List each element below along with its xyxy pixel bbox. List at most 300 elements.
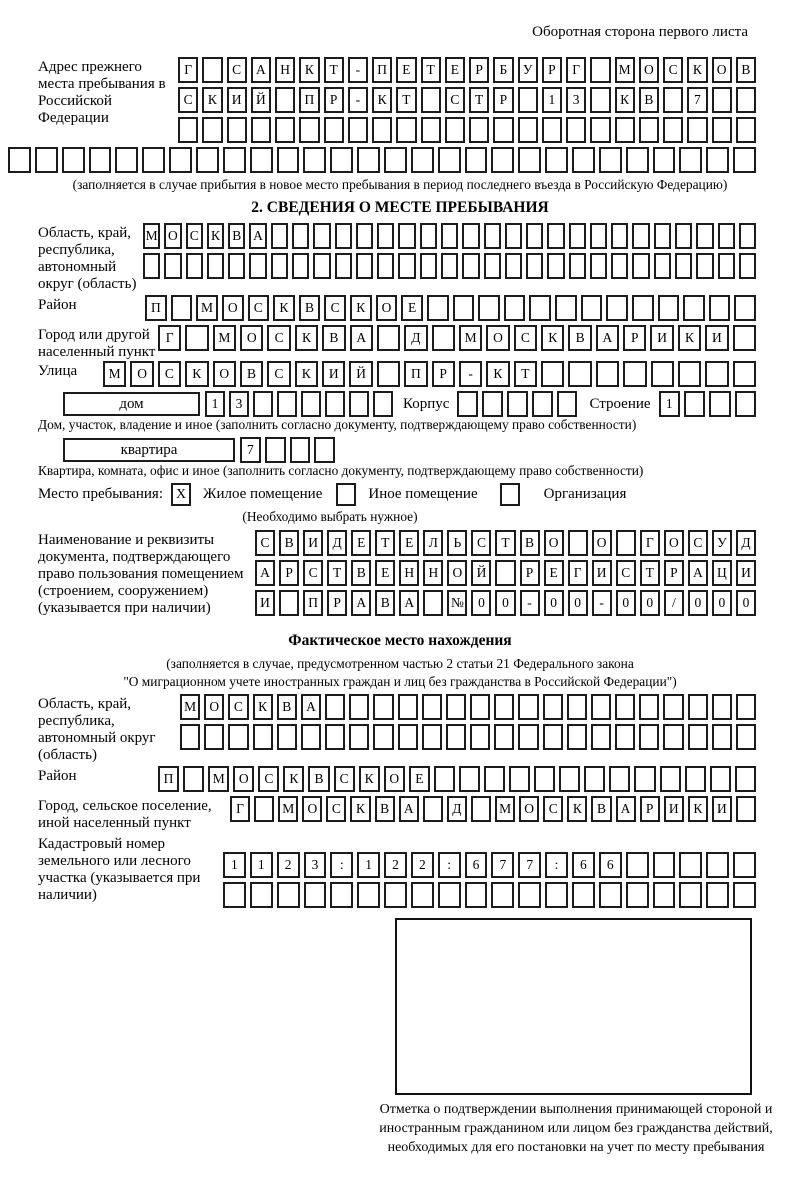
char-box: К bbox=[688, 796, 708, 822]
char-box: 6 bbox=[599, 852, 622, 878]
fakt-title: Фактическое место нахождения bbox=[288, 632, 512, 649]
char-box bbox=[609, 766, 630, 792]
char-box bbox=[314, 437, 335, 463]
char-box: С bbox=[267, 361, 290, 387]
char-box bbox=[599, 882, 622, 908]
char-box bbox=[615, 117, 635, 143]
char-box: П bbox=[299, 87, 319, 113]
char-box: И bbox=[255, 590, 275, 616]
char-box: С bbox=[186, 223, 203, 249]
char-box bbox=[611, 223, 628, 249]
char-box: 6 bbox=[572, 852, 595, 878]
char-box bbox=[279, 590, 299, 616]
char-box bbox=[705, 361, 728, 387]
char-box bbox=[545, 882, 568, 908]
char-box bbox=[491, 882, 514, 908]
char-box bbox=[572, 882, 595, 908]
char-box bbox=[709, 295, 731, 321]
char-box: К bbox=[299, 57, 319, 83]
char-box: Д bbox=[447, 796, 467, 822]
char-box bbox=[615, 694, 635, 720]
document-grid-row-1 bbox=[255, 530, 756, 556]
document-label: Наименование и реквизиты документа, подтверждающего право пользования помещением (строением, сооружением) (указывается при наличии) bbox=[38, 532, 244, 616]
char-box: В bbox=[240, 361, 263, 387]
char-box: Й bbox=[251, 87, 271, 113]
char-box bbox=[292, 223, 309, 249]
char-box bbox=[639, 724, 659, 750]
char-box bbox=[572, 147, 595, 173]
char-box: М bbox=[459, 325, 482, 351]
char-box bbox=[180, 724, 200, 750]
char-box: Р bbox=[542, 57, 562, 83]
char-box bbox=[733, 325, 756, 351]
char-box bbox=[482, 391, 503, 417]
char-box: 1 bbox=[659, 391, 680, 417]
fakt-gorod-block bbox=[0, 796, 800, 832]
char-box: Р bbox=[664, 560, 684, 586]
char-box: В bbox=[736, 57, 756, 83]
char-box: 0 bbox=[616, 590, 636, 616]
char-box bbox=[653, 147, 676, 173]
char-box bbox=[469, 117, 489, 143]
kvartira-note: Квартира, комната, офис и иное (заполнить согласно документу, подтверждающему право собственности) bbox=[38, 463, 644, 478]
char-box: А bbox=[399, 590, 419, 616]
char-box bbox=[202, 57, 222, 83]
char-box: К bbox=[359, 766, 380, 792]
char-box: Т bbox=[469, 87, 489, 113]
document-block bbox=[0, 530, 800, 620]
fakt-gorod-grid bbox=[230, 796, 756, 822]
char-box bbox=[569, 223, 586, 249]
char-box: В bbox=[322, 325, 345, 351]
char-box bbox=[459, 766, 480, 792]
char-box: Т bbox=[640, 560, 660, 586]
char-box: О bbox=[519, 796, 539, 822]
char-box: П bbox=[303, 590, 323, 616]
char-box bbox=[706, 147, 729, 173]
char-box bbox=[504, 295, 526, 321]
char-box: В bbox=[308, 766, 329, 792]
char-box: О bbox=[233, 766, 254, 792]
char-box: К bbox=[202, 87, 222, 113]
char-box: 0 bbox=[736, 590, 756, 616]
char-box: 0 bbox=[688, 590, 708, 616]
char-box: А bbox=[249, 223, 266, 249]
char-box: И bbox=[736, 560, 756, 586]
char-box: 1 bbox=[205, 391, 225, 417]
korpus-grid bbox=[457, 391, 577, 417]
char-box bbox=[507, 391, 528, 417]
char-box bbox=[590, 117, 610, 143]
char-box bbox=[299, 117, 319, 143]
char-box bbox=[325, 391, 345, 417]
char-box bbox=[606, 295, 628, 321]
char-box bbox=[557, 391, 578, 417]
char-box bbox=[679, 147, 702, 173]
char-box bbox=[626, 882, 649, 908]
char-box bbox=[223, 147, 246, 173]
char-box bbox=[678, 361, 701, 387]
char-box bbox=[623, 361, 646, 387]
char-box bbox=[373, 724, 393, 750]
char-box: С bbox=[258, 766, 279, 792]
prev-address-block bbox=[0, 57, 800, 147]
char-box bbox=[423, 590, 443, 616]
char-box: О bbox=[712, 57, 732, 83]
char-box: Ц bbox=[712, 560, 732, 586]
char-box bbox=[202, 117, 222, 143]
char-box: Г bbox=[230, 796, 250, 822]
char-box: Н bbox=[423, 560, 443, 586]
char-box bbox=[509, 766, 530, 792]
char-box bbox=[441, 223, 458, 249]
char-box bbox=[446, 694, 466, 720]
char-box: К bbox=[372, 87, 392, 113]
char-box bbox=[325, 694, 345, 720]
char-box bbox=[584, 766, 605, 792]
char-box bbox=[706, 882, 729, 908]
prev-address-note: (заполняется в случае прибытия в новое место пребывания в период последнего въезда в Российскую Федерацию) bbox=[72, 177, 728, 192]
char-box: К bbox=[283, 766, 304, 792]
char-box: М bbox=[615, 57, 635, 83]
char-box bbox=[478, 295, 500, 321]
char-box: А bbox=[399, 796, 419, 822]
char-box bbox=[559, 766, 580, 792]
char-box bbox=[675, 223, 692, 249]
char-box bbox=[596, 361, 619, 387]
raion-label: Район bbox=[38, 297, 77, 313]
char-box bbox=[566, 117, 586, 143]
char-box bbox=[462, 253, 479, 279]
prev-address-grid-row-1 bbox=[178, 57, 756, 83]
char-box bbox=[249, 253, 266, 279]
char-box bbox=[615, 724, 635, 750]
char-box: К bbox=[486, 361, 509, 387]
char-box: О bbox=[486, 325, 509, 351]
kadastr-label: Кадастровый номер земельного или лесного участка (указывается при наличии) bbox=[38, 836, 201, 903]
char-box: П bbox=[158, 766, 179, 792]
page-header-title: Оборотная сторона первого листа bbox=[532, 24, 748, 40]
char-box: В bbox=[299, 295, 321, 321]
char-box: А bbox=[351, 590, 371, 616]
raion-grid bbox=[145, 295, 756, 321]
char-box bbox=[251, 117, 271, 143]
char-box: К bbox=[273, 295, 295, 321]
char-box bbox=[183, 766, 204, 792]
char-box: К bbox=[295, 361, 318, 387]
char-box: Д bbox=[736, 530, 756, 556]
kadastr-grid-row-2 bbox=[223, 882, 756, 908]
korpus-label: Корпус bbox=[403, 396, 450, 412]
char-box bbox=[658, 295, 680, 321]
char-box bbox=[223, 882, 246, 908]
char-box: Р bbox=[493, 87, 513, 113]
char-box: О bbox=[302, 796, 322, 822]
char-box bbox=[581, 295, 603, 321]
char-box bbox=[541, 361, 564, 387]
char-box bbox=[304, 882, 327, 908]
char-box bbox=[534, 766, 555, 792]
char-box: 7 bbox=[687, 87, 707, 113]
char-box bbox=[330, 147, 353, 173]
char-box bbox=[518, 694, 538, 720]
char-box: Д bbox=[327, 530, 347, 556]
char-box: У bbox=[518, 57, 538, 83]
mesto-opt3-label: Организация bbox=[543, 486, 627, 502]
char-box bbox=[427, 295, 449, 321]
char-box: С bbox=[688, 530, 708, 556]
char-box bbox=[171, 295, 193, 321]
char-box bbox=[735, 391, 756, 417]
char-box bbox=[204, 724, 224, 750]
char-box: В bbox=[277, 694, 297, 720]
char-box: Т bbox=[324, 57, 344, 83]
char-box bbox=[685, 766, 706, 792]
char-box: 2 bbox=[411, 852, 434, 878]
char-box: Р bbox=[623, 325, 646, 351]
char-box: С bbox=[255, 530, 275, 556]
char-box: - bbox=[348, 87, 368, 113]
char-box: Е bbox=[445, 57, 465, 83]
char-box bbox=[457, 391, 478, 417]
raion-block bbox=[0, 295, 800, 325]
char-box: С bbox=[227, 57, 247, 83]
char-box: В bbox=[591, 796, 611, 822]
fakt-gorod-label: Город, сельское поселение, иной населенный пункт bbox=[38, 798, 212, 831]
char-box bbox=[398, 223, 415, 249]
fakt-raion-block bbox=[0, 766, 800, 796]
prev-address-grid-row-4-wrap bbox=[0, 147, 800, 173]
char-box bbox=[421, 117, 441, 143]
char-box: : bbox=[330, 852, 353, 878]
mesto-opt1-label: Жилое помещение bbox=[203, 486, 323, 502]
char-box: К bbox=[687, 57, 707, 83]
char-box: Е bbox=[409, 766, 430, 792]
char-box: А bbox=[616, 796, 636, 822]
char-box: С bbox=[514, 325, 537, 351]
char-box: О bbox=[204, 694, 224, 720]
char-box: К bbox=[541, 325, 564, 351]
char-box: : bbox=[438, 852, 461, 878]
char-box: В bbox=[639, 87, 659, 113]
char-box bbox=[616, 530, 636, 556]
char-box: С bbox=[663, 57, 683, 83]
char-box: Г bbox=[568, 560, 588, 586]
char-box bbox=[292, 253, 309, 279]
char-box bbox=[653, 852, 676, 878]
char-box: 1 bbox=[357, 852, 380, 878]
char-box bbox=[555, 295, 577, 321]
char-box: 3 bbox=[566, 87, 586, 113]
char-box bbox=[115, 147, 138, 173]
char-box: 0 bbox=[568, 590, 588, 616]
char-box bbox=[35, 147, 58, 173]
char-box: Р bbox=[640, 796, 660, 822]
char-box bbox=[529, 295, 551, 321]
char-box bbox=[518, 882, 541, 908]
char-box: К bbox=[350, 295, 372, 321]
char-box: 0 bbox=[640, 590, 660, 616]
char-box: 0 bbox=[712, 590, 732, 616]
char-box: А bbox=[350, 325, 373, 351]
char-box bbox=[569, 253, 586, 279]
char-box bbox=[275, 87, 295, 113]
char-box: 3 bbox=[229, 391, 249, 417]
char-box: И bbox=[227, 87, 247, 113]
char-box bbox=[484, 223, 501, 249]
char-box: П bbox=[404, 361, 427, 387]
fakt-note-1: (заполняется в случае, предусмотренном частью 2 статьи 21 Федерального закона bbox=[166, 656, 634, 671]
mesto-checkbox-zhiloe: X bbox=[171, 483, 191, 506]
char-box bbox=[438, 882, 461, 908]
char-box: 0 bbox=[495, 590, 515, 616]
char-box bbox=[357, 882, 380, 908]
char-box: И bbox=[712, 796, 732, 822]
char-box bbox=[277, 882, 300, 908]
char-box: А bbox=[251, 57, 271, 83]
char-box: Н bbox=[275, 57, 295, 83]
char-box: С bbox=[471, 530, 491, 556]
char-box bbox=[377, 361, 400, 387]
char-box bbox=[736, 87, 756, 113]
char-box bbox=[736, 724, 756, 750]
char-box: С bbox=[543, 796, 563, 822]
fakt-oblast-label: Область, край, республика, автономный округ (область) bbox=[38, 696, 156, 763]
oblast-grid-row-1 bbox=[143, 223, 756, 249]
char-box bbox=[373, 391, 393, 417]
char-box bbox=[423, 796, 443, 822]
char-box: Т bbox=[375, 530, 395, 556]
char-box: М bbox=[278, 796, 298, 822]
char-box bbox=[335, 223, 352, 249]
fakt-oblast-grid-row-2 bbox=[180, 724, 756, 750]
char-box: Г bbox=[158, 325, 181, 351]
char-box: А bbox=[688, 560, 708, 586]
char-box: И bbox=[664, 796, 684, 822]
char-box bbox=[734, 295, 756, 321]
char-box: В bbox=[228, 223, 245, 249]
char-box: А bbox=[301, 694, 321, 720]
char-box: С bbox=[616, 560, 636, 586]
ulitsa-grid bbox=[103, 361, 756, 387]
char-box bbox=[532, 391, 553, 417]
char-box: О bbox=[639, 57, 659, 83]
char-box bbox=[253, 724, 273, 750]
char-box bbox=[178, 117, 198, 143]
char-box bbox=[265, 437, 286, 463]
char-box bbox=[733, 147, 756, 173]
char-box: - bbox=[348, 57, 368, 83]
char-box bbox=[465, 147, 488, 173]
char-box: Н bbox=[399, 560, 419, 586]
char-box bbox=[421, 87, 441, 113]
char-box bbox=[470, 694, 490, 720]
char-box: К bbox=[615, 87, 635, 113]
char-box: 7 bbox=[518, 852, 541, 878]
char-box bbox=[349, 724, 369, 750]
char-box bbox=[709, 391, 730, 417]
char-box: Т bbox=[396, 87, 416, 113]
char-box bbox=[495, 560, 515, 586]
char-box bbox=[446, 724, 466, 750]
char-box bbox=[422, 694, 442, 720]
prev-address-label: Адрес прежнего места пребывания в Российской Федерации bbox=[38, 59, 166, 126]
stroenie-grid bbox=[659, 391, 756, 417]
char-box bbox=[590, 223, 607, 249]
char-box bbox=[8, 147, 31, 173]
fakt-raion-grid bbox=[158, 766, 756, 792]
mesto-checkbox-inoe bbox=[336, 483, 356, 506]
char-box bbox=[250, 882, 273, 908]
char-box bbox=[271, 223, 288, 249]
char-box bbox=[696, 253, 713, 279]
char-box bbox=[568, 530, 588, 556]
char-box bbox=[493, 117, 513, 143]
char-box bbox=[712, 87, 732, 113]
prev-address-grid-row-4 bbox=[8, 147, 756, 173]
char-box bbox=[663, 694, 683, 720]
char-box: Й bbox=[349, 361, 372, 387]
char-box bbox=[547, 223, 564, 249]
char-box: Т bbox=[514, 361, 537, 387]
char-box: К bbox=[185, 361, 208, 387]
char-box: Р bbox=[279, 560, 299, 586]
char-box bbox=[356, 253, 373, 279]
prev-address-rows bbox=[178, 57, 756, 147]
char-box: С bbox=[326, 796, 346, 822]
char-box bbox=[398, 694, 418, 720]
char-box: 0 bbox=[471, 590, 491, 616]
char-box bbox=[290, 437, 311, 463]
char-box: В bbox=[568, 325, 591, 351]
char-box: 3 bbox=[304, 852, 327, 878]
char-box: / bbox=[664, 590, 684, 616]
char-box bbox=[739, 223, 756, 249]
char-box bbox=[675, 253, 692, 279]
char-box bbox=[526, 223, 543, 249]
char-box bbox=[660, 766, 681, 792]
char-box bbox=[324, 117, 344, 143]
fakt-raion-label: Район bbox=[38, 768, 77, 784]
char-box bbox=[349, 391, 369, 417]
char-box: М bbox=[213, 325, 236, 351]
char-box bbox=[663, 87, 683, 113]
char-box bbox=[591, 694, 611, 720]
char-box bbox=[396, 117, 416, 143]
char-box: Й bbox=[471, 560, 491, 586]
char-box: М bbox=[143, 223, 160, 249]
char-box bbox=[196, 147, 219, 173]
char-box bbox=[718, 223, 735, 249]
char-box bbox=[277, 147, 300, 173]
char-box: О bbox=[447, 560, 467, 586]
char-box: Е bbox=[544, 560, 564, 586]
char-box: Г bbox=[640, 530, 660, 556]
char-box bbox=[398, 253, 415, 279]
char-box: С bbox=[228, 694, 248, 720]
char-box bbox=[687, 117, 707, 143]
char-box bbox=[142, 147, 165, 173]
char-box bbox=[710, 766, 731, 792]
char-box bbox=[599, 147, 622, 173]
char-box: № bbox=[447, 590, 467, 616]
char-box bbox=[518, 724, 538, 750]
char-box: О bbox=[164, 223, 181, 249]
char-box: Т bbox=[327, 560, 347, 586]
char-box bbox=[465, 882, 488, 908]
stamp-caption: Отметка о подтверждении выполнения принимающей стороной и иностранным гражданином или лицом без гражданства действий, необходимых для его постановки на учет по месту пребывания bbox=[379, 1102, 773, 1155]
char-box: Т bbox=[495, 530, 515, 556]
